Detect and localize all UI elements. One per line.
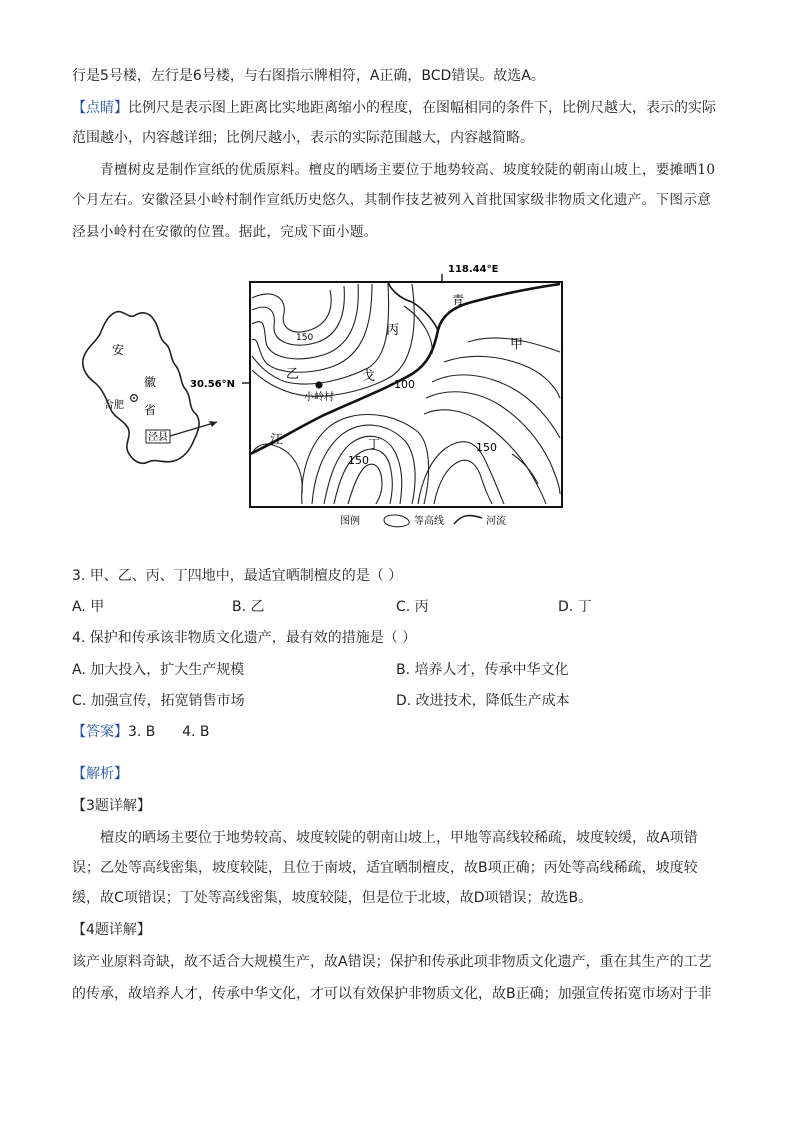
pointer-arrow (170, 422, 217, 436)
latitude-label: 30.56°N (190, 379, 235, 390)
q3-detail-line-2: 误；乙处等高线密集，坡度较陡，且位于南坡，适宜晒制檀皮，故B项正确；丙处等高线稀疏，坡度较 (72, 860, 698, 876)
jingxian-label: 泾县 (148, 432, 168, 443)
tip-text-1: 比例尺是表示图上距离比实地距离缩小的程度，在图幅相同的条件下，比例尺越大，表示的实际 (128, 100, 716, 116)
place-jiang: 江 (270, 433, 284, 448)
legend-contour: 等高线 (414, 516, 444, 527)
tip-tag: 【点睛】 (72, 100, 128, 116)
place-qing: 青 (452, 293, 465, 307)
q3-option-d: D. 丁 (558, 599, 592, 615)
q4-detail-line-1: 该产业原料奇缺，故不适合大规模生产，故A错误；保护和传承此项非物质文化遗产，重在其生产的工艺 (72, 954, 712, 970)
q4-option-a: A. 加大投入，扩大生产规模 (72, 662, 245, 678)
contour-label-100: 100 (394, 378, 415, 391)
place-yi: 乙 (286, 367, 300, 382)
legend-title: 图例 (340, 516, 360, 527)
contour-label-150-a: 150 (296, 333, 314, 343)
q3-detail-line-1: 檀皮的晒场主要位于地势较高、坡度较陡的朝南山坡上，甲地等高线较稀疏，坡度较缓，故A项错 (100, 830, 698, 846)
province-char-an: 安 (112, 343, 125, 357)
province-char-sheng: 省 (144, 403, 157, 417)
legend-river-icon (454, 516, 482, 524)
paragraph-tip-line-2: 范围越小，内容越详细；比例尺越小，表示的实际范围越大，内容越简略。 (72, 130, 534, 146)
place-jia: 甲 (510, 337, 524, 352)
material-line-3: 泾县小岭村在安徽的位置。据此，完成下面小题。 (72, 224, 378, 240)
place-bing: 丙 (386, 323, 400, 338)
q3-option-a: A. 甲 (72, 599, 105, 615)
contour-label-150-b: 150 (476, 441, 497, 454)
analysis-tag: 【解析】 (72, 766, 128, 782)
q4-detail-line-2: 的传承，故培养人才，传承中华文化，才可以有效保护非物质文化，故B正确；加强宣传拓宽市场对于非 (72, 986, 712, 1002)
longitude-label: 118.44°E (448, 264, 499, 275)
q4-option-d: D. 改进技术，降低生产成本 (396, 693, 570, 709)
paragraph-tip-line-1 (72, 98, 716, 118)
contour-lines (252, 284, 560, 504)
xiaolingcun-marker-icon (315, 381, 322, 388)
q4-option-c: C. 加强宣传，拓宽销售市场 (72, 693, 245, 709)
location-map-figure (72, 258, 572, 533)
q4-option-b: B. 培养人才，传承中华文化 (396, 662, 569, 678)
hefei-label: 合肥 (104, 400, 124, 411)
material-line-1: 青檀树皮是制作宣纸的优质原料。檀皮的晒场主要位于地势较高、坡度较陡的朝南山坡上，要摊晒10 (100, 162, 716, 178)
place-ding: 丁 (368, 437, 381, 451)
place-ge: 戈 (362, 369, 376, 384)
q3-detail-tag: 【3题详解】 (72, 798, 151, 814)
material-line-2: 个月左右。安徽泾县小岭村制作宣纸历史悠久，其制作技艺被列入首批国家级非物质文化遗产。下图示意 (72, 192, 712, 208)
place-xiaolingcun: 小岭村 (304, 392, 334, 403)
q3-option-c: C. 丙 (396, 599, 429, 615)
answer-text: 3. B 4. B (128, 724, 210, 740)
question-3-stem: 3. 甲、乙、丙、丁四地中，最适宜晒制檀皮的是（ ） (72, 568, 403, 584)
legend-river: 河流 (486, 516, 506, 527)
question-4-stem: 4. 保护和传承该非物质文化遗产，最有效的措施是（ ） (72, 630, 417, 646)
paragraph-previous-answer: 行是5号楼，左行是6号楼，与右图指示牌相符，A正确，BCD错误。故选A。 (72, 68, 545, 84)
province-char-hui: 徽 (144, 375, 157, 389)
answer-line (72, 722, 210, 742)
answer-tag: 【答案】 (72, 724, 128, 740)
q3-option-b: B. 乙 (232, 599, 265, 615)
q4-detail-tag: 【4题详解】 (72, 922, 151, 938)
q3-detail-line-3: 缓，故C项错误；丁处等高线密集，坡度较陡，但是位于北坡，故D项错误；故选B。 (72, 890, 593, 906)
anhui-province-outline (83, 312, 199, 464)
legend-contour-icon (384, 515, 409, 527)
contour-label-150-c: 150 (348, 454, 369, 467)
